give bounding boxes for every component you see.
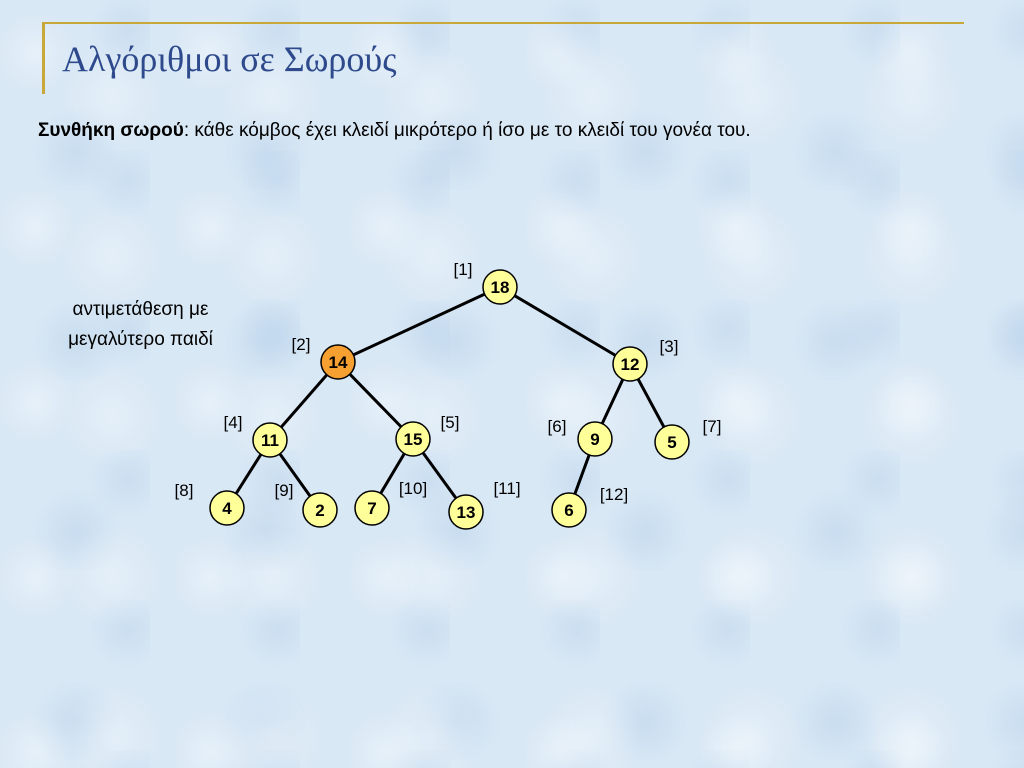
node-index-label: [5] [440, 413, 460, 432]
node-index-label: [3] [659, 337, 679, 356]
node-index-label: [8] [174, 481, 194, 500]
node-index-label: [9] [274, 481, 294, 500]
heap-condition-text: : κάθε κόμβος έχει κλειδί μικρότερο ή ίσο με το κλειδί του γονέα του. [183, 120, 751, 141]
node-index-label: [10] [398, 479, 428, 498]
heap-node [449, 495, 483, 529]
node-key: 18 [490, 278, 510, 297]
node-index-label: [4] [223, 413, 243, 432]
heap-node [253, 423, 287, 457]
node-key: 15 [403, 430, 423, 449]
heap-node [355, 491, 389, 525]
node-key: 13 [456, 503, 476, 522]
heap-node [483, 270, 517, 304]
node-index-label: [2] [291, 335, 311, 354]
heap-node [655, 425, 689, 459]
tree-edge [500, 287, 630, 364]
tree-edges [227, 287, 672, 512]
node-key: 7 [367, 499, 377, 518]
node-index-label: [7] [702, 417, 722, 436]
node-index-label: [11] [493, 479, 521, 498]
node-index-label: [1] [453, 260, 473, 279]
node-key: 5 [667, 433, 677, 452]
heap-node [613, 347, 647, 381]
heap-node [303, 493, 337, 527]
heap-node [396, 422, 430, 456]
heap-condition-term: Συνθήκη σωρού [38, 120, 184, 141]
node-key: 9 [590, 430, 600, 449]
heap-node [321, 345, 355, 379]
node-key: 11 [261, 431, 279, 450]
heap-node [578, 422, 612, 456]
tree-edge [338, 287, 500, 362]
node-index-label: [12] [599, 485, 629, 504]
node-key: 14 [328, 353, 348, 372]
slide-title: Αλγόριθμοι σε Σωρούς [62, 39, 397, 79]
node-index-label: [6] [547, 417, 567, 436]
node-key: 4 [222, 499, 232, 518]
heap-node [210, 491, 244, 525]
node-key: 2 [315, 501, 325, 520]
node-key: 6 [564, 501, 574, 520]
node-key: 12 [620, 355, 640, 374]
swap-note: αντιμετάθεση με μεγαλύτερο παιδί [68, 299, 213, 350]
heap-node [552, 493, 586, 527]
